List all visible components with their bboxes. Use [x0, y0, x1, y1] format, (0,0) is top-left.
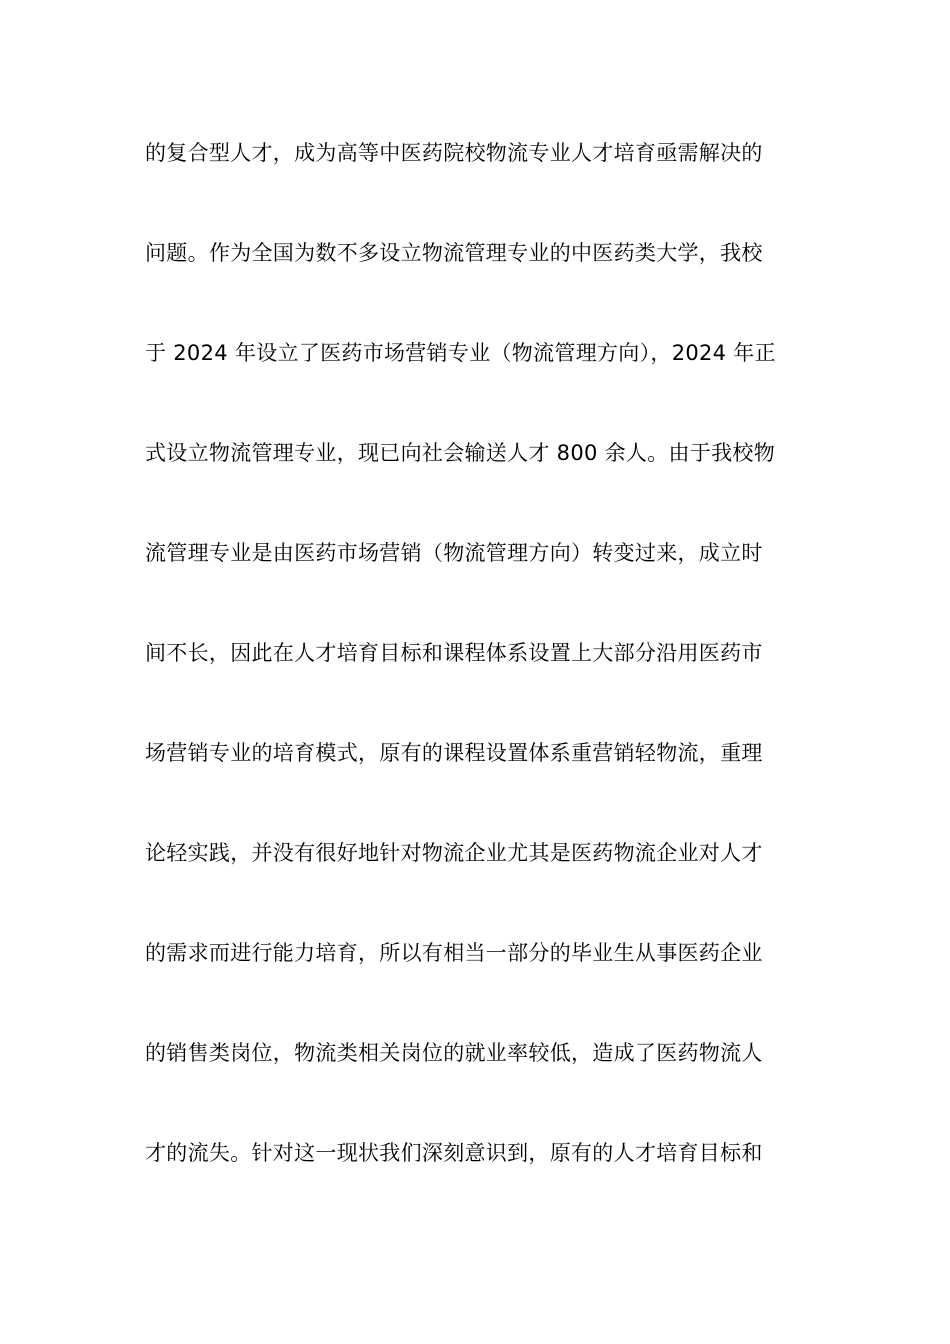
text-line-9: 的需求而进行能力培育，所以有相当一部分的毕业生从事医药企业 [145, 941, 763, 965]
text-line-4: 式设立物流管理专业，现已向社会输送人才 800 余人。由于我校物 [145, 441, 776, 465]
text-line-5: 流管理专业是由医药市场营销（物流管理方向）转变过来，成立时 [145, 541, 763, 565]
text-line-7: 场营销专业的培育模式，原有的课程设置体系重营销轻物流，重理 [145, 741, 763, 765]
text-line-10: 的销售类岗位，物流类相关岗位的就业率较低，造成了医药物流人 [145, 1041, 763, 1065]
text-line-1: 的复合型人才，成为高等中医药院校物流专业人才培育亟需解决的 [145, 141, 763, 165]
text-line-11: 才的流失。针对这一现状我们深刻意识到，原有的人才培育目标和 [145, 1141, 763, 1165]
text-line-8: 论轻实践，并没有很好地针对物流企业尤其是医药物流企业对人才 [145, 841, 763, 865]
text-line-3: 于 2024 年设立了医药市场营销专业（物流管理方向），2024 年正 [145, 341, 776, 365]
text-line-6: 间不长，因此在人才培育目标和课程体系设置上大部分沿用医药市 [145, 641, 763, 665]
text-line-2: 问题。作为全国为数不多设立物流管理专业的中医药类大学，我校 [145, 241, 763, 265]
body-text [145, 133, 805, 1233]
